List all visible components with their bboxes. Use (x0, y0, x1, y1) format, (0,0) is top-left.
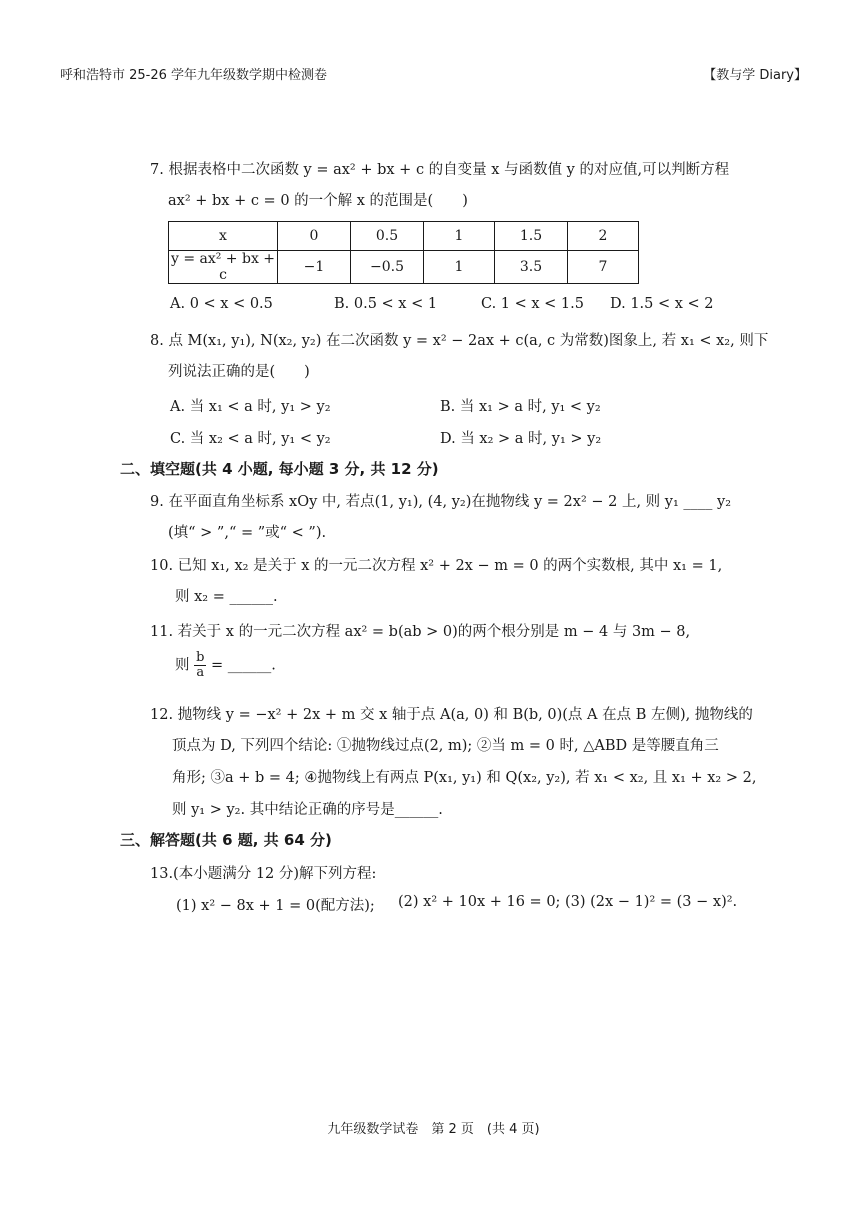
table-cell: 2 (568, 222, 639, 251)
fraction (194, 651, 206, 680)
q13-part-1: (1) x² − 8x + 1 = 0(配方法); (176, 898, 375, 914)
q7-option-d: D. 1.5 < x < 2 (610, 296, 714, 312)
q12-stem-line2: 顶点为 D, 下列四个结论: ①抛物线过点(2, m); ②当 m = 0 时, △ABD 是等腰直角三 (172, 738, 719, 754)
q12-stem-line4: 则 y₁ > y₂. 其中结论正确的序号是______. (172, 802, 443, 818)
table-cell: y = ax² + bx + c (169, 251, 278, 284)
q9-stem-line1: 9. 在平面直角坐标系 xOy 中, 若点(1, y₁), (4, y₂)在抛物线 y = 2x² − 2 上, 则 y₁ ____ y₂ (150, 494, 732, 510)
table-cell: 3.5 (495, 251, 568, 284)
table-cell: x (169, 222, 278, 251)
q8-stem-line1: 8. 点 M(x₁, y₁), N(x₂, y₂) 在二次函数 y = x² − 2ax + c(a, c 为常数)图象上, 若 x₁ < x₂, 则下 (150, 333, 769, 349)
q7-stem-line2: ax² + bx + c = 0 的一个解 x 的范围是( ) (168, 193, 468, 209)
brand-header: 【教与学 Diary】 (703, 68, 807, 83)
section-solutions-heading: 三、解答题(共 6 题, 共 64 分) (120, 831, 332, 849)
q7-option-c: C. 1 < x < 1.5 (481, 296, 584, 312)
q12-stem-line3: 角形; ③a + b = 4; ④抛物线上有两点 P(x₁, y₁) 和 Q(x₂, y₂), 若 x₁ < x₂, 且 x₁ + x₂ > 2, (172, 770, 757, 786)
section-fill-in-heading: 二、填空题(共 4 小题, 每小题 3 分, 共 12 分) (120, 460, 439, 478)
q10-stem-line2: 则 x₂ = ______. (175, 589, 278, 605)
q13-stem: 13.(本小题满分 12 分)解下列方程: (150, 866, 377, 882)
q10-stem-line1: 10. 已知 x₁, x₂ 是关于 x 的一元二次方程 x² + 2x − m = 0 的两个实数根, 其中 x₁ = 1, (150, 558, 723, 574)
q7-value-table (168, 221, 639, 284)
q12-stem-line1: 12. 抛物线 y = −x² + 2x + m 交 x 轴于点 A(a, 0) 和 B(b, 0)(点 A 在点 B 左侧), 抛物线的 (150, 707, 753, 723)
table-cell: 0.5 (351, 222, 424, 251)
q11-suffix: = ______. (211, 657, 276, 674)
fraction-denominator: a (196, 665, 205, 680)
table-cell: 0 (278, 222, 351, 251)
fraction-numerator: b (196, 650, 205, 665)
q13-part-3: (3) (2x − 1)² = (3 − x)². (565, 894, 738, 910)
q9-stem-line2: (填“ > ”,“ = ”或“ < ”). (168, 525, 327, 541)
q7-option-a: A. 0 < x < 0.5 (170, 296, 273, 312)
q8-option-a: A. 当 x₁ < a 时, y₁ > y₂ (170, 399, 331, 415)
q8-stem-line2: 列说法正确的是( ) (168, 364, 310, 380)
table-cell: 7 (568, 251, 639, 284)
q7-option-b: B. 0.5 < x < 1 (334, 296, 438, 312)
q13-part-2: (2) x² + 10x + 16 = 0; (398, 894, 561, 910)
q8-option-b: B. 当 x₁ > a 时, y₁ < y₂ (440, 399, 601, 415)
table-row (169, 251, 639, 284)
table-cell: 1 (424, 222, 495, 251)
q8-option-c: C. 当 x₂ < a 时, y₁ < y₂ (170, 431, 331, 447)
q8-option-d: D. 当 x₂ > a 时, y₁ > y₂ (440, 431, 602, 447)
table-row (169, 222, 639, 251)
table-cell: 1.5 (495, 222, 568, 251)
table-cell: −1 (278, 251, 351, 284)
page-footer: 九年级数学试卷 第 2 页 (共 4 页) (327, 1122, 540, 1137)
q11-stem-line1: 11. 若关于 x 的一元二次方程 ax² = b(ab > 0)的两个根分别是 m − 4 与 3m − 8, (150, 624, 691, 640)
q7-stem-line1: 7. 根据表格中二次函数 y = ax² + bx + c 的自变量 x 与函数值 y 的对应值,可以判断方程 (150, 162, 730, 178)
q11-prefix: 则 (175, 657, 190, 674)
exam-title-header: 呼和浩特市 25-26 学年九年级数学期中检测卷 (60, 68, 328, 83)
q11-stem-line2 (175, 651, 276, 680)
table-cell: −0.5 (351, 251, 424, 284)
table-cell: 1 (424, 251, 495, 284)
